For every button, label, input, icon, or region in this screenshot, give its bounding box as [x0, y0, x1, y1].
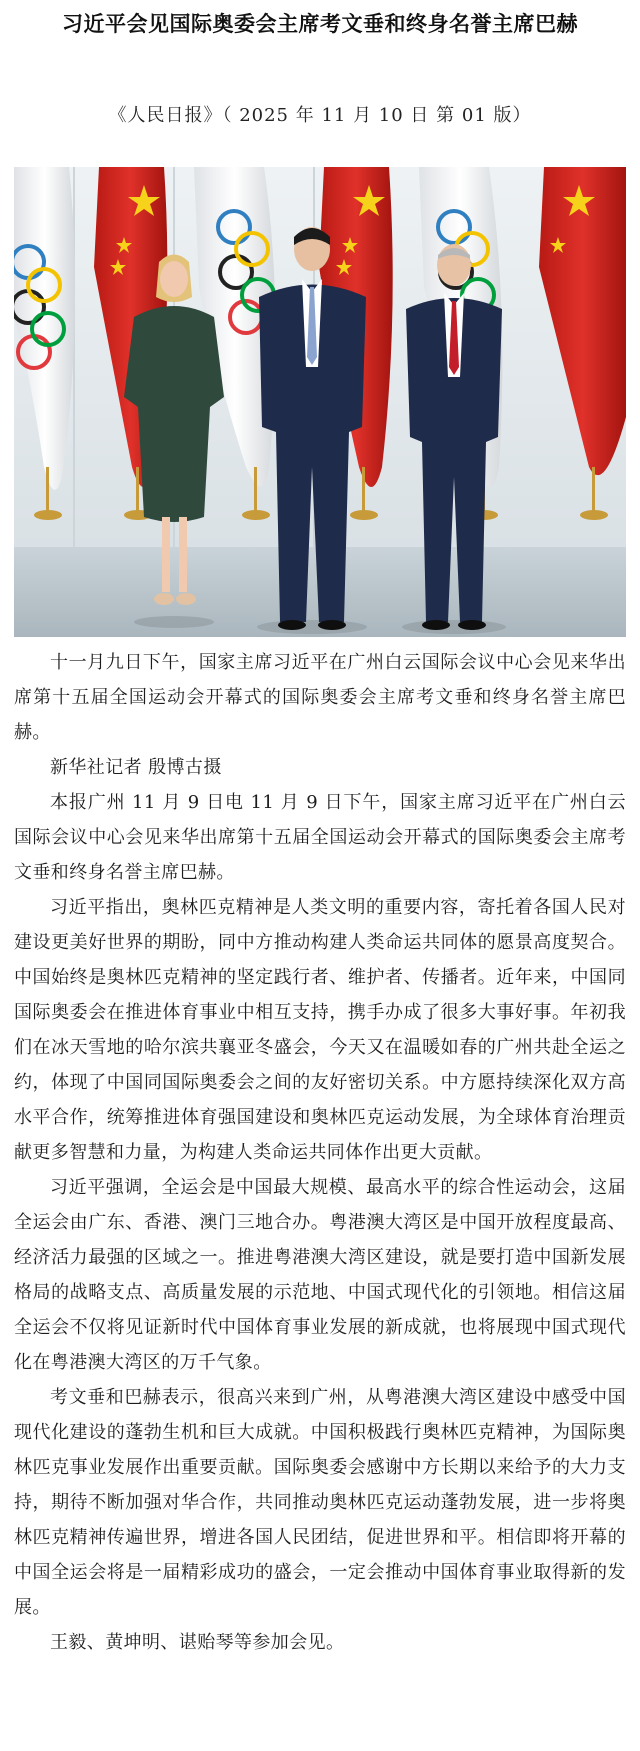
paragraph-1: 本报广州 11 月 9 日电 11 月 9 日下午，国家主席习近平在广州白云国际会议中心会见来华出席第十五届全国运动会开幕式的国际奥委会主席考文垂和终身名誉主席巴赫。: [14, 792, 626, 883]
paragraph-4: 考文垂和巴赫表示，很高兴来到广州，从粤港澳大湾区建设中感受中国现代化建设的蓬勃生机和巨大成就。中国积极践行奥林匹克精神，为国际奥林匹克事业发展作出重要贡献。国际奥委会感谢中方长期以来给予的大力支持，期待不断加强对华合作，共同推动奥林匹克运动蓬勃发展，进一步将奥林匹克精神传遍世界，增进各国人民团结，促进世界和平。相信即将开幕的中国全运会将是一届精彩成功的盛会，一定会推动中国体育事业取得新的发展。: [14, 1387, 626, 1618]
news-photo: [14, 167, 626, 637]
paragraph-5: 王毅、黄坤明、谌贻琴等参加会见。: [50, 1632, 345, 1653]
paragraph-2: 习近平指出，奥林匹克精神是人类文明的重要内容，寄托着各国人民对建设更美好世界的期盼，同中方推动构建人类命运共同体的愿景高度契合。中国始终是奥林匹克精神的坚定践行者、维护者、传播者。近年来，中国同国际奥委会在推进体育事业中相互支持，携手办成了很多大事好事。年初我们在冰天雪地的哈尔滨共襄亚冬盛会，今天又在温暖如春的广州共赴全运之约，体现了中国同国际奥委会之间的友好密切关系。中方愿持续深化双方高水平合作，统筹推进体育强国建设和奥林匹克运动发展，为全球体育治理贡献更多智慧和力量，为构建人类命运共同体作出更大贡献。: [14, 897, 626, 1163]
photo-caption: 十一月九日下午，国家主席习近平在广州白云国际会议中心会见来华出席第十五届全国运动会开幕式的国际奥委会主席考文垂和终身名誉主席巴赫。: [14, 652, 626, 743]
photo-credit: 新华社记者 殷博古摄: [50, 757, 222, 778]
article-body: [14, 645, 626, 1660]
article-source: 《人民日报》（ 2025 年 11 月 10 日 第 01 版）: [108, 105, 532, 126]
paragraph-3: 习近平强调，全运会是中国最大规模、最高水平的综合性运动会，这届全运会由广东、香港、澳门三地合办。粤港澳大湾区是中国开放程度最高、经济活力最强的区域之一。推进粤港澳大湾区建设，就是要打造中国新发展格局的战略支点、高质量发展的示范地、中国式现代化的引领地。相信这届全运会不仅将见证新时代中国体育事业发展的新成就，也将展现中国式现代化在粤港澳大湾区的万千气象。: [14, 1177, 626, 1373]
article-title: 习近平会见国际奥委会主席考文垂和终身名誉主席巴赫: [62, 12, 578, 36]
